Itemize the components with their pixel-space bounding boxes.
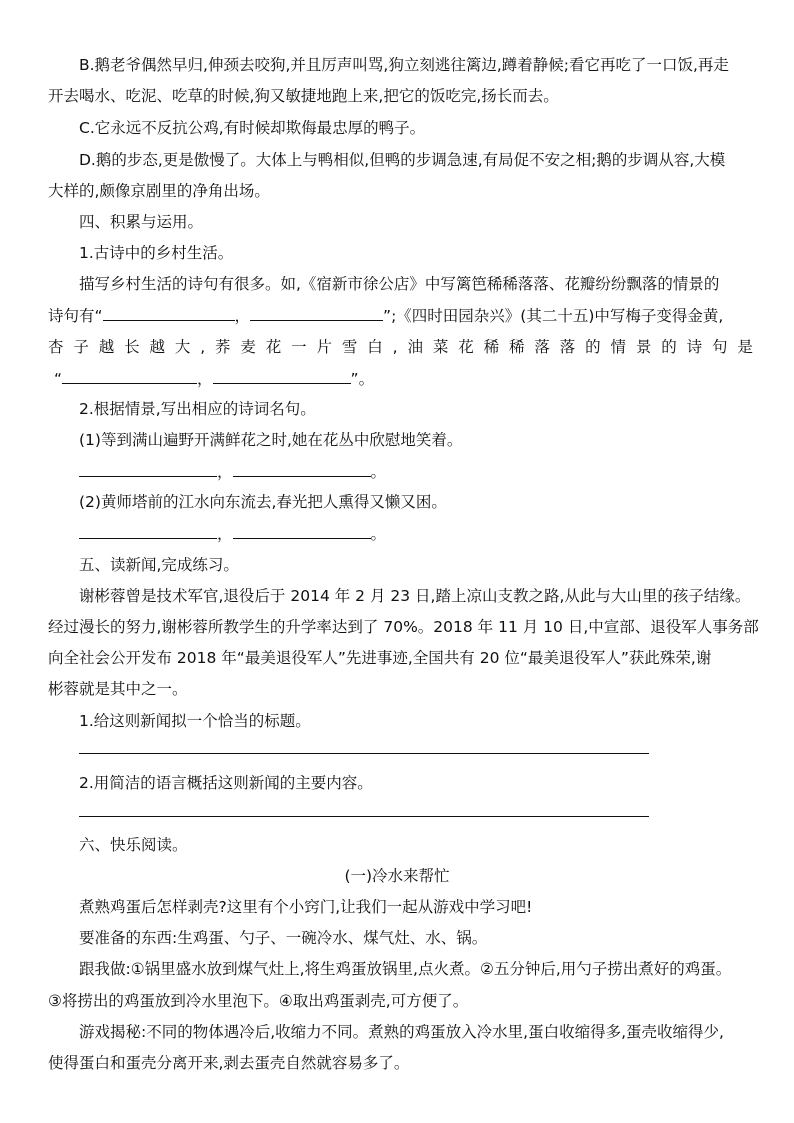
option-d-line-2: 大样的,颇像京剧里的净角出场。 [48, 182, 270, 200]
reading-line-1: 煮熟鸡蛋后怎样剥壳?这里有个小窍门,让我们一起从游戏中学习吧! [79, 898, 533, 916]
justified-char: 的 [661, 338, 677, 356]
news-line-1: 谢彬蓉曾是技术军官,退役后于 2014 年 2 月 23 日,踏上凉山支教之路,从此与大山里的孩子结缘。 [79, 587, 751, 605]
justified-char: 落 [559, 338, 576, 356]
justified-char: 的 [585, 338, 601, 356]
question-1-text-1: 描写乡村生活的诗句有很多。如,《宿新市徐公店》中写篱笆稀稀落落、花瓣纷纷飘落的情景的 [79, 275, 720, 293]
news-line-2: 经过漫长的努力,谢彬蓉所教学生的升学率达到了 70%。2018 年 11 月 10 日,中宣部、退役军人事务部 [48, 618, 759, 636]
justified-char: 越 [149, 338, 166, 356]
justified-char: 景 [635, 338, 652, 356]
question-2-1-answer [79, 461, 386, 482]
option-c: C.它永远不反抗公鸡,有时候却欺侮最忠厚的鸭子。 [79, 119, 426, 137]
quote-close: ”。 [350, 370, 375, 388]
reading-line-2: 要准备的东西:生鸡蛋、勺子、一碗冷水、煤气灶、水、锅。 [79, 929, 488, 947]
reading-line-6: 使得蛋白和蛋壳分离开来,剥去蛋壳自然就容易多了。 [48, 1054, 410, 1072]
reading-line-5: 游戏揭秘:不同的物体遇冷后,收缩力不同。煮熟的鸡蛋放入冷水里,蛋白收缩得多,蛋壳收缩得少, [79, 1023, 724, 1041]
answer-blank-5[interactable] [79, 461, 217, 477]
question-1-title: 1.古诗中的乡村生活。 [79, 244, 234, 262]
section-5-heading: 五、读新闻,完成练习。 [79, 556, 239, 574]
justified-char: 长 [124, 338, 140, 356]
justified-char: 雪 [341, 338, 358, 356]
justified-char: 稀 [508, 338, 525, 356]
justified-char: 情 [610, 338, 626, 356]
justified-char: 花 [265, 338, 282, 356]
comma: ， [217, 525, 233, 543]
answer-blank-3[interactable] [62, 368, 197, 384]
question-2-title: 2.根据情景,写出相应的诗词名句。 [79, 400, 316, 418]
answer-line-2[interactable] [79, 815, 649, 817]
justified-char: 越 [98, 338, 115, 356]
justified-char: 油 [407, 338, 423, 356]
justified-char: 大 [174, 338, 191, 356]
justified-char: 菜 [432, 338, 449, 356]
news-line-4: 彬蓉就是其中之一。 [48, 680, 188, 698]
reading-title: (一)冷水来帮忙 [344, 867, 450, 885]
justified-char: 麦 [240, 338, 256, 356]
justified-char: 落 [534, 338, 550, 356]
question-2-2-answer [79, 523, 386, 544]
justified-char: , [200, 338, 206, 356]
justified-char: 荞 [215, 338, 231, 356]
justified-char: 花 [458, 338, 474, 356]
comma: ， [197, 370, 213, 388]
question-1-text-2 [48, 305, 723, 326]
question-1-text-2-tail: ”;《四时田园杂兴》(其二十五)中写梅子变得金黄, [383, 307, 724, 325]
answer-blank-8[interactable] [233, 523, 371, 539]
news-question-1: 1.给这则新闻拟一个恰当的标题。 [79, 712, 311, 730]
answer-blank-4[interactable] [213, 368, 351, 384]
justified-char: 一 [291, 338, 307, 356]
justified-char: 片 [316, 338, 333, 356]
justified-char: 白 [367, 338, 383, 356]
section-4-heading: 四、积累与运用。 [79, 213, 204, 231]
answer-line-1[interactable] [79, 752, 649, 754]
justified-char: 是 [737, 338, 753, 356]
news-line-3: 向全社会公开发布 2018 年“最美退役军人”先进事迹,全国共有 20 位“最美退役军人”获此殊荣,谢 [48, 649, 712, 667]
period: 。 [370, 463, 387, 481]
justified-char: 稀 [483, 338, 500, 356]
question-1-text-3 [48, 337, 753, 357]
answer-blank-7[interactable] [79, 523, 217, 539]
answer-blank-1[interactable] [103, 305, 235, 321]
question-1-text-4 [54, 368, 374, 389]
option-b-line-1: B.鹅老爷偶然早归,伸颈去咬狗,并且厉声叫骂,狗立刻逃往篱边,蹲着静候;看它再吃了一口饭,再走 [79, 56, 729, 74]
question-2-2: (2)黄师塔前的江水向东流去,春光把人熏得又懒又困。 [79, 493, 447, 511]
quote-open: 诗句有“ [48, 307, 103, 325]
answer-blank-6[interactable] [233, 461, 371, 477]
reading-line-4: ③将捞出的鸡蛋放到冷水里泡下。④取出鸡蛋剥壳,可方便了。 [48, 992, 469, 1010]
justified-char: 诗 [686, 338, 703, 356]
justified-char: 杏 [48, 338, 64, 356]
period: 。 [370, 525, 387, 543]
news-question-2: 2.用简洁的语言概括这则新闻的主要内容。 [79, 774, 373, 792]
justified-char: 子 [73, 338, 89, 356]
quote-open: “ [54, 370, 63, 388]
reading-line-3: 跟我做:①锅里盛水放到煤气灶上,将生鸡蛋放锅里,点火煮。②五分钟后,用勺子捞出煮好的鸡蛋。 [79, 960, 732, 978]
justified-char: 句 [711, 338, 728, 356]
comma: ， [234, 307, 251, 325]
option-d-line-1: D.鹅的步态,更是傲慢了。大体上与鸭相似,但鸭的步调急速,有局促不安之相;鹅的步调从容,大模 [79, 151, 726, 169]
option-b-line-2: 开去喝水、吃泥、吃草的时候,狗又敏捷地跑上来,把它的饭吃完,扬长而去。 [48, 87, 559, 105]
justified-char: , [392, 338, 398, 356]
comma: ， [217, 463, 233, 481]
answer-blank-2[interactable] [250, 305, 383, 321]
section-6-heading: 六、快乐阅读。 [79, 836, 188, 854]
question-2-1: (1)等到满山遍野开满鲜花之时,她在花丛中欣慰地笑着。 [79, 431, 463, 449]
